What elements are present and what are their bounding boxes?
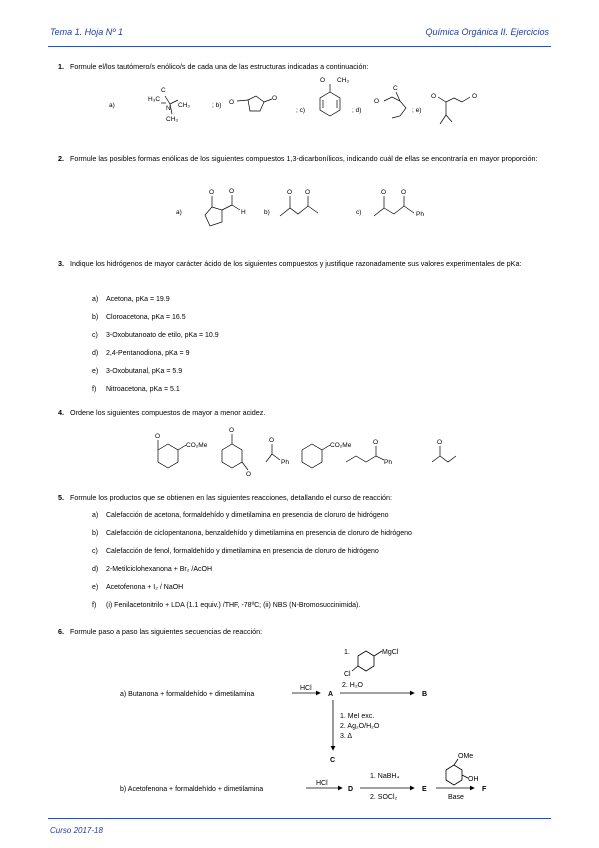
question-text: Ordene los siguientes compuestos de mayor a menor acidez. bbox=[70, 408, 266, 417]
scheme-a-step1: 1. bbox=[344, 649, 350, 656]
question-number: 2. bbox=[58, 154, 64, 163]
compound-c: C bbox=[330, 757, 336, 764]
q3-item: f) Nitroacetona, pKa = 5.1 bbox=[92, 386, 180, 393]
q1-n-text: N bbox=[166, 105, 171, 112]
q5-item: c) Calefacción de fenol, formaldehído y dimetilamina en presencia de cloruro de hidrógeno bbox=[92, 548, 379, 555]
question-number: 3. bbox=[58, 259, 64, 268]
q1-label-e: ; e) bbox=[412, 107, 422, 114]
q2-c-ph: Ph bbox=[416, 211, 424, 218]
grignard-cl: Cl bbox=[344, 671, 351, 678]
q2-a-h: H bbox=[241, 209, 246, 216]
question-text: Indique los hidrógenos de mayor carácter ácido de los siguientes compuestos y justifique razonadamente sus valores experimentales de pKa: bbox=[70, 259, 522, 268]
header-left: Tema 1. Hoja Nº 1 bbox=[50, 27, 123, 37]
q3-item: a) Acetona, pKa = 19.9 bbox=[92, 296, 170, 303]
q1-d-o-text: O bbox=[374, 98, 380, 105]
compound-e: E bbox=[422, 786, 427, 793]
q3-item: b) Cloroacetona, pKa = 16.5 bbox=[92, 314, 186, 321]
q3-item: e) 3-Oxobutanal, pKa = 5.9 bbox=[92, 368, 183, 375]
q1-b-o-text: O bbox=[229, 99, 235, 106]
scheme-b-oh: OH bbox=[468, 776, 479, 783]
scheme-a-down1: 1. MeI exc. bbox=[340, 713, 375, 720]
scheme-a-reagent1: HCl bbox=[300, 685, 312, 692]
q4-o5: O bbox=[373, 439, 379, 446]
scheme-a-down2: 2. Ag₂O/H₂O bbox=[340, 723, 380, 730]
compound-a: A bbox=[328, 691, 334, 698]
compound-f: F bbox=[482, 786, 487, 793]
q5-item: f) (i) Fenilacetonitrilo + LDA (1.1 equiv.) /THF, -78ºC; (ii) NBS (N-Bromosuccinimida). bbox=[92, 602, 361, 609]
q3-item: d) 2,4-Pentanodiona, pKa = 9 bbox=[92, 350, 190, 357]
q1-c-o-text: O bbox=[320, 77, 326, 84]
q4-ph2: Ph bbox=[384, 459, 392, 466]
q1-e-o-text: O bbox=[431, 93, 437, 100]
q2-a-o1: O bbox=[209, 189, 215, 196]
question-number: 1. bbox=[58, 62, 64, 71]
question-text: Formule paso a paso las siguientes secuencias de reacción: bbox=[70, 627, 263, 636]
scheme-b-ome: OMe bbox=[458, 753, 474, 760]
q4-co2me2: CO₂Me bbox=[330, 442, 352, 449]
scheme-a-start: a) Butanona + formaldehído + dimetilamina bbox=[120, 691, 255, 698]
q5-item: b) Calefacción de ciclopentanona, benzaldehído y dimetilamina en presencia de cloruro de hidrógeno bbox=[92, 530, 412, 537]
q2-c-o1: O bbox=[381, 189, 387, 196]
q5-item: e) Acetofenona + I₂ / NaOH bbox=[92, 584, 184, 591]
scheme-b-r2a: 1. NaBH₄ bbox=[370, 773, 400, 780]
q1-ch3-text: CH₃ bbox=[178, 102, 191, 109]
q4-co2me: CO₂Me bbox=[186, 442, 208, 449]
question-number: 4. bbox=[58, 408, 64, 417]
q2-c-o2: O bbox=[401, 189, 407, 196]
q1-d-c-text: C bbox=[393, 85, 398, 92]
footer-rule bbox=[48, 818, 551, 819]
compound-d: D bbox=[348, 786, 354, 793]
question-number: 5. bbox=[58, 493, 64, 502]
question-number: 6. bbox=[58, 627, 64, 636]
q1-h3c-text: H₃C bbox=[148, 96, 161, 103]
question-text: Formule los productos que se obtienen en las siguientes reacciones, detallando el curso de reacción: bbox=[70, 493, 393, 502]
q1-e-o2-text: O bbox=[472, 93, 478, 100]
q1-label-c: ; c) bbox=[296, 107, 306, 114]
q2-label-b: b) bbox=[264, 209, 270, 216]
q1-label-b: ; b) bbox=[212, 102, 222, 109]
q4-o4: O bbox=[269, 437, 275, 444]
scheme-b-base: Base bbox=[448, 794, 464, 801]
question-text: Formule las posibles formas enólicas de los siguientes compuestos 1,3-dicarbonílicos, indicando cuál de ellas se encontraría en mayor proporción: bbox=[70, 154, 538, 163]
scheme-a-step2: 2. H₂O bbox=[342, 682, 363, 689]
q1-ch3-bottom-text: CH₃ bbox=[166, 116, 179, 123]
q4-o3: O bbox=[246, 471, 252, 478]
q1-b-o2-text: O bbox=[272, 95, 278, 102]
page-footer: Curso 2017-18 bbox=[50, 826, 103, 835]
scheme-b-start: b) Acetofenona + formaldehído + dimetilamina bbox=[120, 786, 264, 793]
q4-ph: Ph bbox=[281, 459, 289, 466]
q3-item: c) 3-Oxobutanoato de etilo, pKa = 10.9 bbox=[92, 332, 219, 339]
q1-label-d: ; d) bbox=[352, 107, 362, 114]
header-right: Química Orgánica II. Ejercicios bbox=[425, 27, 549, 37]
q4-o1: O bbox=[155, 433, 161, 440]
q2-label-c: c) bbox=[356, 209, 362, 216]
q4-o6: O bbox=[437, 439, 443, 446]
q2-a-o2: O bbox=[229, 188, 235, 195]
scheme-b-reagent1: HCl bbox=[316, 780, 328, 787]
q1-label-a: a) bbox=[109, 102, 115, 109]
q1-c-ch3-text: CH₃ bbox=[337, 77, 350, 84]
q4-o2: O bbox=[229, 427, 235, 434]
scheme-a-down3: 3. Δ bbox=[340, 733, 353, 740]
q2-b-o1: O bbox=[287, 189, 293, 196]
question-text: Formule el/los tautómero/s enólico/s de cada una de las estructuras indicadas a continuación: bbox=[70, 62, 369, 71]
grignard-mgcl: MgCl bbox=[382, 649, 399, 656]
compound-b: B bbox=[422, 691, 428, 698]
scheme-b-r2b: 2. SOCl₂ bbox=[370, 794, 398, 801]
q1-c-text: C bbox=[161, 87, 166, 94]
q5-item: a) Calefacción de acetona, formaldehído y dimetilamina en presencia de cloruro de hidrógeno bbox=[92, 512, 389, 519]
q2-b-o2: O bbox=[305, 189, 311, 196]
q5-item: d) 2-Metilciclohexanona + Br₂ /AcOH bbox=[92, 566, 213, 573]
q2-label-a: a) bbox=[176, 209, 182, 216]
